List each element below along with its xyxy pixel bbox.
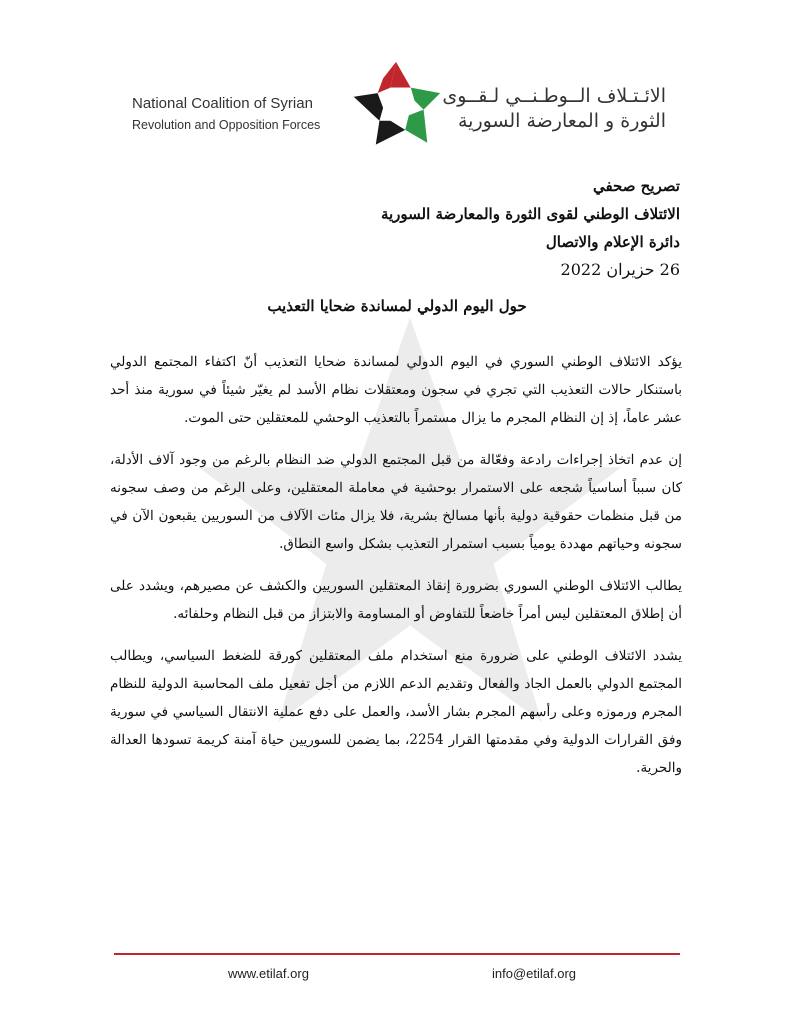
statement-title: حول اليوم الدولي لمساندة ضحايا التعذيب	[267, 297, 527, 315]
issuing-organization: الائتلاف الوطني لقوى الثورة والمعارضة السورية	[380, 205, 680, 223]
org-name-arabic	[436, 84, 666, 134]
coalition-star-logo-icon	[350, 60, 442, 152]
letterhead	[0, 0, 792, 150]
email-link[interactable]: info@etilaf.org	[492, 966, 577, 981]
org-name-en-line2: Revolution and Opposition Forces	[132, 118, 321, 132]
footer-divider	[114, 953, 680, 955]
paragraph-1: يؤكد الائتلاف الوطني السوري في اليوم الدولي لمساندة ضحايا التعذيب أنّ اكتفاء المجتمع الدولي باستنكار حالات التعذيب التي تجري في سجون ومعتقلات نظام الأسد لم يغيّر شيئاً في سورية منذ أحد عشر عاماً، إذ إن النظام المجرم ما يزال مستمراً بالتعذيب الوحشي للمعتقلين حتى الموت.	[110, 354, 682, 426]
press-release-header	[381, 172, 680, 284]
org-name-ar-line1: الائـتـلاف الــوطـنــي لـقــوى	[442, 85, 666, 107]
statement-body	[110, 348, 682, 796]
org-name-ar-line2: الثورة و المعارضة السورية	[457, 110, 666, 132]
department: دائرة الإعلام والاتصال	[545, 233, 680, 251]
paragraph-2: إن عدم اتخاذ إجراءات رادعة وفعّالة من قبل المجتمع الدولي ضد النظام بالرغم من وجود آلاف الأدلة، كان سبباً أساسياً شجعه على الاستمرار بوحشية في معاملة المعتقلين، وعلى الرغم من وصف سجونه من قبل منظمات حقوقية دولية بأنها مسالخ بشرية، فلا يزال مئات الآلاف من السوريين يقبعون الآن في سجونه وحياتهم مهددة يومياً بسبب استمرار التعذيب بشكل واسع النطاق.	[110, 452, 682, 552]
org-name-en-line1: National Coalition of Syrian	[132, 95, 313, 112]
document-type: تصريح صحفي	[592, 177, 680, 195]
org-name-english	[132, 94, 362, 136]
release-date: 26 حزيران 2022	[560, 260, 680, 279]
paragraph-4: يشدد الائتلاف الوطني على ضرورة منع استخدام ملف المعتقلين كورقة للضغط السياسي، ويطالب المجتمع الدولي بالعمل الجاد والفعال وتقديم الدعم اللازم من أجل تفعيل ملف المحاسبة الدولية للنظام المجرم ورموزه وعلى رأسهم المجرم بشار الأسد، والعمل على دفع عملية الانتقال السياسي في سورية وفق القرارات الدولية وفي مقدمتها القرار 2254، بما يضمن للسوريين حياة آمنة كريمة تسودها العدالة والحرية.	[110, 648, 683, 776]
website-link[interactable]: www.etilaf.org	[228, 966, 309, 981]
paragraph-3: يطالب الائتلاف الوطني السوري بضرورة إنقاذ المعتقلين السوريين والكشف عن مصيرهم، ويشدد على أن إطلاق المعتقلين ليس أمراً خاضعاً للتفاوض أو المساومة والابتزاز من قبل النظام وحلفائه.	[110, 578, 682, 622]
